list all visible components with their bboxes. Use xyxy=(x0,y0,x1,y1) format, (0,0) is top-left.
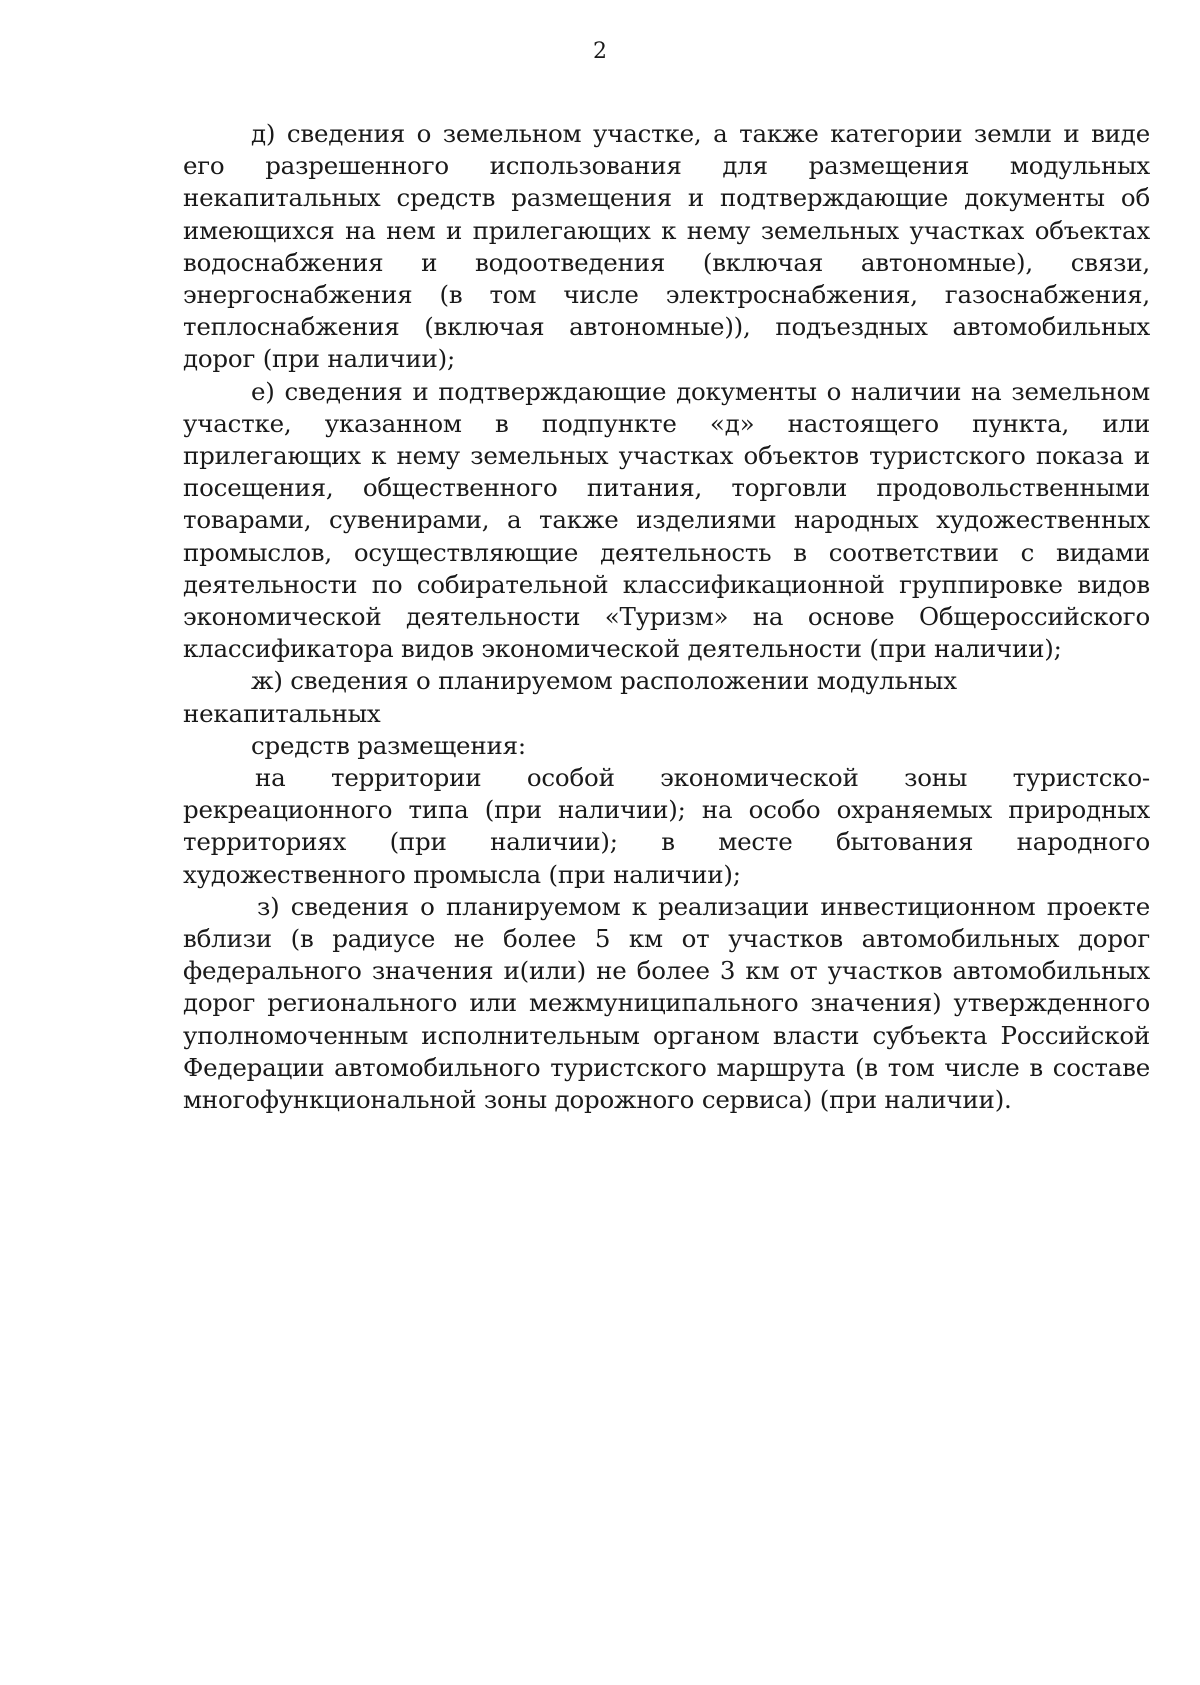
paragraph-d: д) сведения о земельном участке, а также категории земли и виде его разрешенного использования для размещения модульных некапитальных средств размещения и подтверждающие документы об имеющихся на нем и прилегающих к нему земельных участках объектах водоснабжения и водоотведения (включая автономные), связи, энергоснабжения (в том числе электроснабжения, газоснабжения, теплоснабжения (включая автономные)), подъездных автомобильных дорог (при наличии); xyxy=(183,119,1150,374)
document-body xyxy=(183,118,1150,1116)
paragraph-z: з) сведения о планируемом к реализации инвестиционном проекте вблизи (в радиусе не более 5 км от участков автомобильных дорог федерального значения и(или) не более 3 км от участков автомобильных дорог регионального или межмуниципального значения) утвержденного уполномоченным исполнительным органом власти субъекта Российской Федерации автомобильного туристского маршрута (в том числе в составе многофункциональной зоны дорожного сервиса) (при наличии). xyxy=(183,891,1150,1115)
paragraph-zh-line-1: ж) сведения о планируемом расположении модульных некапитальных xyxy=(183,666,957,728)
paragraph-zh-continuation: на территории особой экономической зоны туристско-рекреационного типа (при наличии); на особо охраняемых природных территориях (при наличии); в месте бытования народного художественного промысла (при наличии); xyxy=(183,763,1150,889)
paragraph-zh-line-2: средств размещения: xyxy=(251,730,526,760)
page-number: 2 xyxy=(593,39,607,64)
paragraph-e: е) сведения и подтверждающие документы о наличии на земельном участке, указанном в подпункте «д» настоящего пункта, или прилегающих к нему земельных участках объектов туристского показа и посещения, общественного питания, торговли продовольственными товарами, сувенирами, а также изделиями народных художественных промыслов, осуществляющие деятельность в соответствии с видами деятельности по собирательной классификационной группировке видов экономической деятельности «Туризм» на основе Общероссийского классификатора видов экономической деятельности (при наличии); xyxy=(183,376,1150,664)
